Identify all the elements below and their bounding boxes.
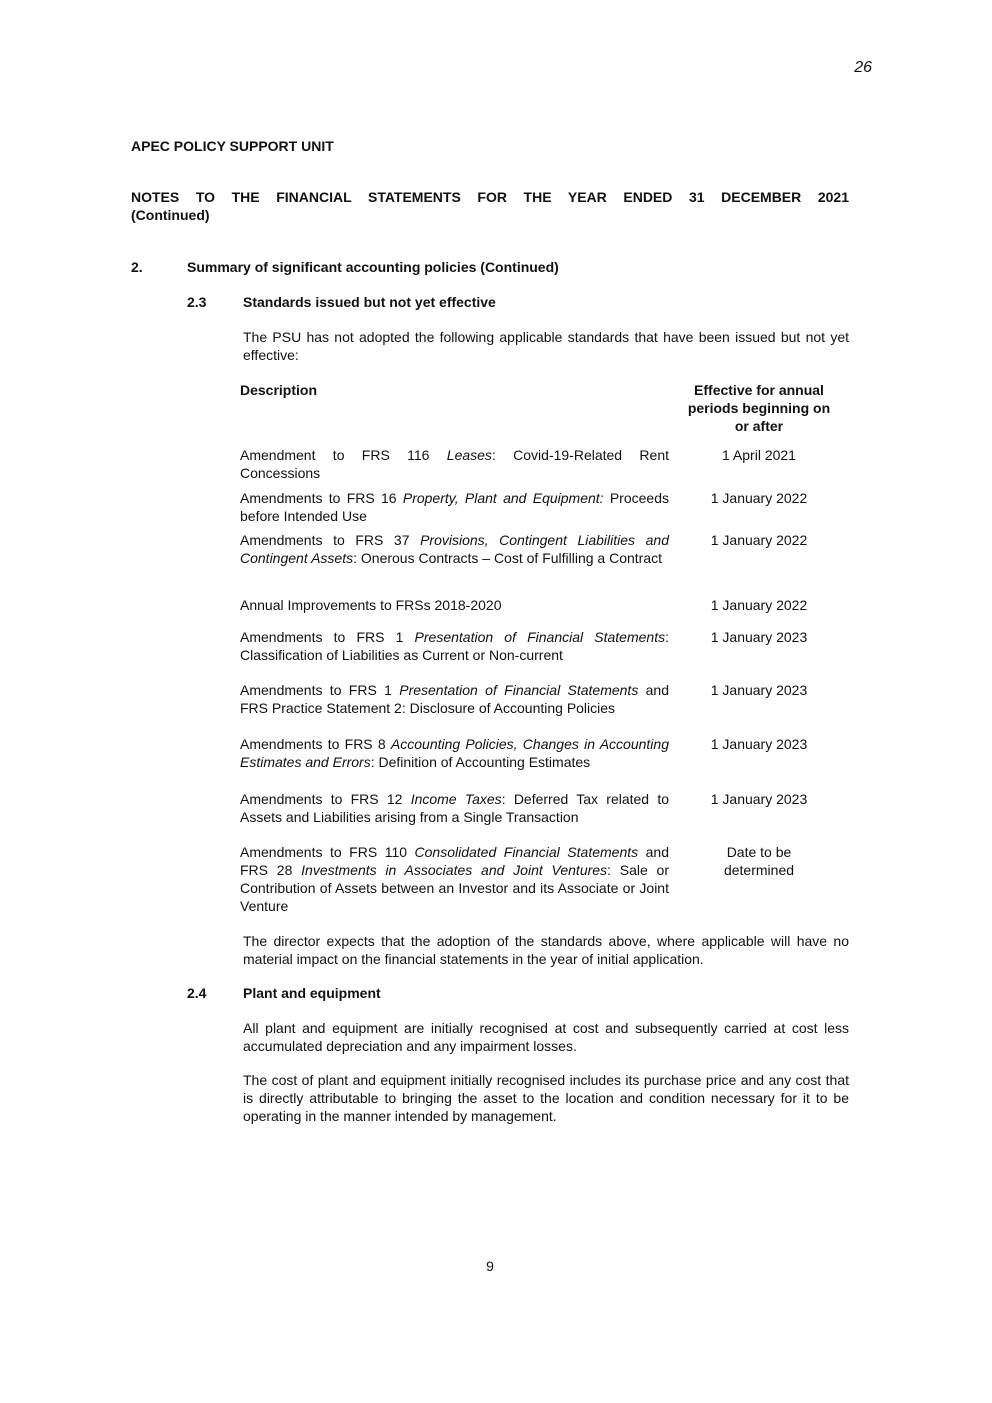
table-row-description: [240, 681, 669, 717]
row-text: Proceeds before Intended Use: [240, 490, 669, 524]
table-row-effective-date: 1 January 2023: [710, 682, 808, 698]
row-text: Amendment to FRS 116: [240, 447, 447, 463]
row-text: : Classification of Liabilities as Current or Non-current: [240, 629, 669, 663]
row-text: Amendments to FRS 8: [240, 736, 391, 752]
table-row-description: [240, 843, 669, 915]
table-row-description: [240, 531, 669, 567]
paragraph: The cost of plant and equipment initially recognised includes its purchase price and any cost that is directly attributable to bringing the asset to the location and condition necessary for it to be operating in the manner intended by management.: [243, 1072, 849, 1124]
page-label: 26: [854, 59, 872, 76]
row-text: and FRS 28: [240, 844, 669, 878]
section-number: 2.: [131, 259, 143, 275]
standard-title: Presentation of Financial Statements: [414, 629, 666, 645]
closing-paragraph: The director expects that the adoption of the standards above, where applicable will have no material impact on the financial statements in the year of initial application.: [243, 933, 849, 967]
table-row-effective-date: 1 January 2022: [710, 490, 808, 506]
table-row-effective-date: 1 January 2022: [710, 532, 808, 548]
row-text: Amendments to FRS 12: [240, 791, 411, 807]
row-text: Amendments to FRS 37: [240, 532, 421, 548]
row-text: : Sale or Contribution of Assets between an Investor and its Associate or Joint Venture: [240, 862, 669, 914]
row-text: : Definition of Accounting Estimates: [370, 754, 591, 770]
row-text: Amendments to FRS 1: [240, 682, 400, 698]
row-text: and FRS Practice Statement 2: Disclosure of Accounting Policies: [240, 682, 670, 716]
row-text: Annual Improvements to FRSs 2018-2020: [240, 597, 502, 613]
table-row-effective-date: 1 January 2023: [710, 791, 808, 807]
paragraph: All plant and equipment are initially recognised at cost and subsequently carried at cost less accumulated depreciation and any impairment losses.: [243, 1020, 849, 1054]
row-text: Amendments to FRS 110: [240, 844, 415, 860]
table-row-description: [240, 446, 669, 482]
standard-title: Provisions, Contingent Liabilities and Contingent Assets: [240, 532, 669, 566]
page-title: [131, 188, 849, 224]
title-line-1: NOTES TO THE FINANCIAL STATEMENTS FOR THE YEAR ENDED 31 DECEMBER 2021: [131, 189, 849, 205]
org-name: APEC POLICY SUPPORT UNIT: [131, 138, 334, 154]
intro-paragraph: The PSU has not adopted the following applicable standards that have been issued but not yet effective:: [243, 329, 849, 363]
table-row-description: [240, 489, 669, 525]
row-text: Amendments to FRS 1: [240, 629, 415, 645]
table-row-effective-date: 1 January 2023: [710, 736, 808, 752]
title-line-2: (Continued): [131, 207, 210, 223]
standard-title: Consolidated Financial Statements: [414, 844, 639, 860]
subsection-title: Standards issued but not yet effective: [243, 294, 496, 310]
table-row-effective-date: Date to be determined: [723, 844, 795, 878]
table-row-effective-date: 1 April 2021: [722, 447, 796, 463]
page-number: 9: [486, 1258, 494, 1274]
table-header-description: Description: [240, 382, 318, 398]
table-row-effective-date: 1 January 2022: [710, 597, 808, 613]
standard-title: Presentation of Financial Statements: [399, 682, 639, 698]
standard-title: Accounting Policies, Changes in Accounting Estimates and Errors: [240, 736, 669, 770]
subsection-title: Plant and equipment: [243, 985, 381, 1001]
row-text: Amendments to FRS 16: [240, 490, 403, 506]
row-text: : Covid-19-Related Rent Concessions: [240, 447, 669, 481]
standard-title: Property, Plant and Equipment:: [402, 490, 604, 506]
row-text: : Deferred Tax related to Assets and Liabilities arising from a Single Transaction: [240, 791, 670, 825]
subsection-number: 2.4: [187, 985, 207, 1001]
section-title: Summary of significant accounting policies (Continued): [187, 259, 559, 275]
subsection-number: 2.3: [187, 294, 207, 310]
table-row-effective-date: 1 January 2023: [710, 629, 808, 645]
row-text: : Onerous Contracts – Cost of Fulfilling a Contract: [353, 550, 663, 566]
table-row-description: [240, 596, 669, 614]
table-row-description: [240, 790, 669, 826]
standard-title: Income Taxes: [410, 791, 502, 807]
standard-title: Leases: [446, 447, 492, 463]
table-row-description: [240, 735, 669, 771]
table-header-effective: Effective for annual periods beginning on or after: [687, 382, 831, 434]
table-row-description: [240, 628, 669, 664]
standard-title: Investments in Associates and Joint Ventures: [301, 862, 608, 878]
